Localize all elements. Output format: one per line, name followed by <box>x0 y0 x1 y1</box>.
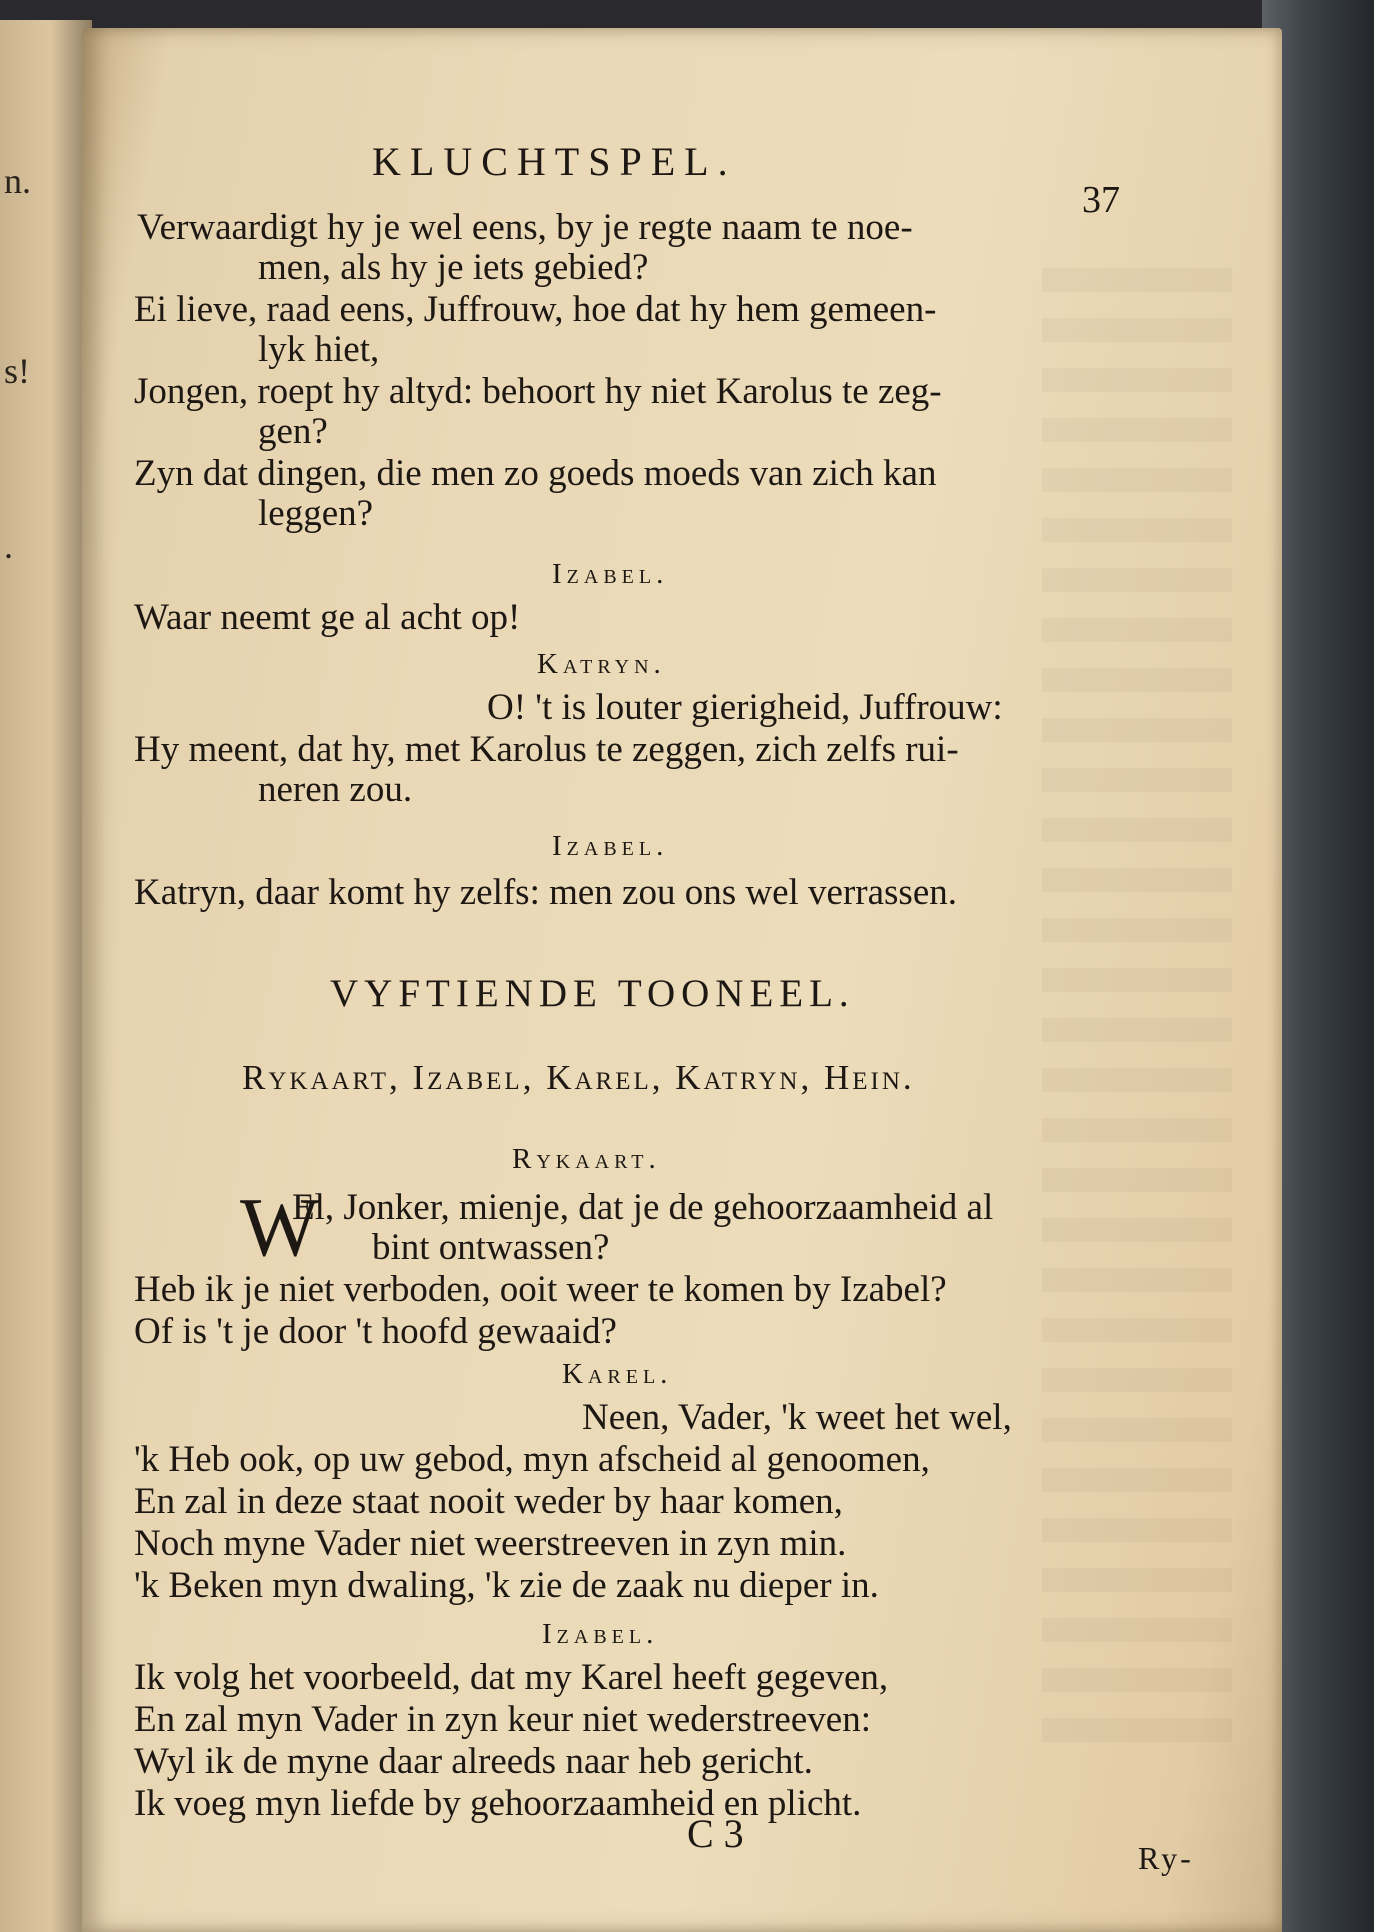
speaker-name: Karel. <box>562 1358 673 1390</box>
verse-line: En zal in deze staat nooit weder by haar komen, <box>134 1481 843 1522</box>
verse-line: 'k Beken myn dwaling, 'k zie de zaak nu dieper in. <box>134 1565 879 1606</box>
facing-page-edge <box>0 20 92 1932</box>
catchword: Ry- <box>1138 1840 1194 1876</box>
verse-line: Zyn dat dingen, die men zo goeds moeds van zich kan <box>134 453 937 494</box>
verse-line: Katryn, daar komt hy zelfs: men zou ons wel verrassen. <box>134 872 957 913</box>
verse-line: Wyl ik de myne daar alreeds naar heb gericht. <box>134 1741 813 1782</box>
verse-line: Of is 't je door 't hoofd gewaaid? <box>134 1311 617 1352</box>
page-text <box>82 28 1282 1932</box>
verse-line: Ik volg het voorbeeld, dat my Karel heeft gegeven, <box>134 1657 889 1698</box>
verse-line: Ei lieve, raad eens, Juffrouw, hoe dat hy hem gemeen- <box>134 289 937 330</box>
verse-line: En zal myn Vader in zyn keur niet wederstreeven: <box>134 1699 871 1740</box>
verse-line: El, Jonker, mienje, dat je de gehoorzaamheid al <box>292 1187 994 1228</box>
verse-line: Noch myne Vader niet weerstreeven in zyn min. <box>134 1523 847 1564</box>
facing-page-fragment: s! <box>4 351 30 391</box>
verse-line: Hy meent, dat hy, met Karolus te zeggen, zich zelfs rui- <box>134 729 959 770</box>
page-number: 37 <box>1082 179 1120 221</box>
verse-line: lyk hiet, <box>258 329 380 370</box>
verse-line: Jongen, roept hy altyd: behoort hy niet Karolus te zeg- <box>134 371 942 412</box>
book-page <box>82 28 1282 1932</box>
verse-line: leggen? <box>258 493 374 534</box>
verse-line: Ik voeg myn liefde by gehoorzaamheid en plicht. <box>134 1783 862 1824</box>
verse-line: Heb ik je niet verboden, ooit weer te komen by Izabel? <box>134 1269 947 1310</box>
speaker-name: Katryn. <box>537 648 666 680</box>
speaker-name: Izabel. <box>552 830 669 862</box>
scene-title: VYFTIENDE TOONEEL. <box>330 972 855 1015</box>
scene-cast: Rykaart, Izabel, Karel, Katryn, Hein. <box>242 1058 915 1097</box>
verse-line: men, als hy je iets gebied? <box>258 247 649 288</box>
verse-line: bint ontwassen? <box>372 1227 610 1268</box>
drop-capital: W <box>240 1181 320 1274</box>
facing-page-fragment: n. <box>4 161 31 201</box>
verse-line: gen? <box>258 411 328 452</box>
speaker-name: Izabel. <box>542 1618 659 1650</box>
gathering-signature: C 3 <box>687 1811 744 1856</box>
verse-line: Neen, Vader, 'k weet het wel, <box>582 1397 1012 1438</box>
speaker-name: Rykaart. <box>512 1143 661 1175</box>
verse-line: Verwaardigt hy je wel eens, by je regte naam te noe- <box>137 207 913 248</box>
verse-line: 'k Heb ook, op uw gebod, myn afscheid al genoomen, <box>134 1439 930 1480</box>
verse-line: Waar neemt ge al acht op! <box>134 597 521 638</box>
facing-page-fragment: . <box>4 526 13 566</box>
speaker-name: Izabel. <box>552 558 669 590</box>
verse-line: O! 't is louter gierigheid, Juffrouw: <box>487 687 1003 728</box>
verse-line: neren zou. <box>258 769 413 810</box>
running-head: KLUCHTSPEL. <box>372 139 737 184</box>
